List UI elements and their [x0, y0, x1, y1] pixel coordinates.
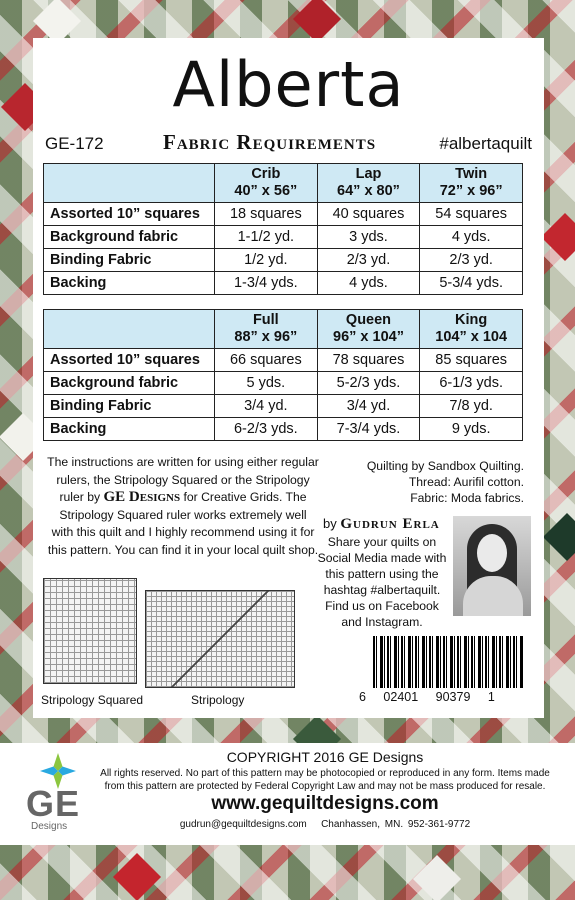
- logo-subtext: Designs: [31, 821, 68, 832]
- pattern-title: Alberta: [172, 48, 405, 121]
- hashtag: #albertaquilt: [439, 134, 532, 153]
- email-link[interactable]: gudrun@gequiltdesigns.com: [179, 819, 307, 830]
- table-cell: 1/2 yd.: [215, 249, 318, 272]
- quilt-patch: [541, 213, 575, 261]
- table-cell: 54 squares: [420, 203, 523, 226]
- quilt-patch: [293, 0, 341, 43]
- table-cell: 6-1/3 yds.: [420, 372, 523, 395]
- table-corner: [44, 164, 215, 203]
- copyright: COPYRIGHT 2016 GE Designs: [226, 749, 424, 765]
- table-row: [44, 226, 523, 249]
- row-label: Background fabric: [44, 372, 215, 395]
- fabric-table-large: [43, 309, 523, 441]
- section-title: Fabric Requirements: [163, 130, 377, 154]
- table-row: [44, 418, 523, 441]
- column-header: Queen 96” x 104”: [317, 310, 420, 349]
- row-label: Binding Fabric: [44, 249, 215, 272]
- designer-name: Gudrun Erla: [340, 516, 440, 532]
- table-cell: 3/4 yd.: [215, 395, 318, 418]
- row-label: Assorted 10” squares: [44, 349, 215, 372]
- column-header: Full 88” x 96”: [215, 310, 318, 349]
- table-cell: 2/3 yd.: [317, 249, 420, 272]
- table-cell: 3/4 yd.: [317, 395, 420, 418]
- table-cell: 9 yds.: [420, 418, 523, 441]
- designer-photo: [453, 516, 531, 616]
- instructions-text: The instructions are written for using either regular rulers, the Stripology Squared or the Stripology ruler by GE Designs for Creative Grids. The Stripology Squared ruler works extremely well with this quilt and I highly recommend using it for this pattern. You can find it in your local quilt shop.: [47, 455, 319, 557]
- fabric-credit: Fabric: Moda fabrics.: [410, 491, 524, 505]
- table-cell: 85 squares: [420, 349, 523, 372]
- table-cell: 5-2/3 yds.: [317, 372, 420, 395]
- quilt-patch: [543, 513, 575, 561]
- logo-text: GE: [26, 783, 81, 824]
- byline: by Gudrun Erla: [323, 516, 440, 532]
- pattern-card: [33, 38, 544, 718]
- row-label: Backing: [44, 418, 215, 441]
- column-header: Crib 40” x 56”: [215, 164, 318, 203]
- thread-credit: Thread: Aurifil cotton.: [408, 475, 524, 489]
- table-cell: 4 yds.: [420, 226, 523, 249]
- table-cell: 2/3 yd.: [420, 249, 523, 272]
- ruler-caption: Stripology: [191, 693, 245, 707]
- stripology-ruler-image: [145, 590, 295, 688]
- table-cell: 78 squares: [317, 349, 420, 372]
- row-label: Assorted 10” squares: [44, 203, 215, 226]
- table-cell: 5-3/4 yds.: [420, 272, 523, 295]
- brand-name: GE Designs: [103, 489, 181, 505]
- table-cell: 40 squares: [317, 203, 420, 226]
- table-cell: 4 yds.: [317, 272, 420, 295]
- table-cell: 5 yds.: [215, 372, 318, 395]
- column-header: Lap 64” x 80”: [317, 164, 420, 203]
- table-cell: 7/8 yd.: [420, 395, 523, 418]
- contact-info: gudrun@gequiltdesigns.com Chanhassen, MN. 952-361-9772: [179, 819, 471, 830]
- barcode: [373, 636, 523, 688]
- table-header-row: [44, 164, 523, 203]
- table-row: [44, 395, 523, 418]
- row-label: Background fabric: [44, 226, 215, 249]
- table-cell: 1-3/4 yds.: [215, 272, 318, 295]
- share-text: Share your quilts on Social Media made with this pattern using the hashtag #albertaquilt. Find us on Facebook and Instagram.: [317, 535, 447, 629]
- column-header: Twin 72” x 96”: [420, 164, 523, 203]
- fabric-table-small: [43, 163, 523, 295]
- footer: [0, 743, 575, 845]
- credits: [324, 458, 524, 506]
- stripology-squared-ruler-image: [43, 578, 137, 684]
- ge-designs-logo: [22, 753, 92, 835]
- table-cell: 66 squares: [215, 349, 318, 372]
- column-header: King 104” x 104: [420, 310, 523, 349]
- ruler-caption: Stripology Squared: [41, 693, 144, 707]
- rights-notice: All rights reserved. No part of this pattern may be photocopied or reproduced in any form. Items made from this pattern are protected by Federal Copyright Law and may not be mass produced for resale.: [100, 768, 550, 792]
- table-row: [44, 272, 523, 295]
- barcode-number: 6 02401 90379 1: [359, 690, 495, 704]
- table-row: [44, 372, 523, 395]
- table-cell: 7-3/4 yds.: [317, 418, 420, 441]
- table-cell: 18 squares: [215, 203, 318, 226]
- pattern-code: GE-172: [45, 134, 104, 153]
- quilt-patch: [413, 855, 461, 900]
- table-row: [44, 249, 523, 272]
- website-link[interactable]: www.gequiltdesigns.com: [211, 793, 439, 814]
- table-row: [44, 349, 523, 372]
- quilting-credit: Quilting by Sandbox Quilting.: [366, 459, 524, 473]
- table-corner: [44, 310, 215, 349]
- table-cell: 6-2/3 yds.: [215, 418, 318, 441]
- table-header-row: [44, 310, 523, 349]
- quilt-patch: [113, 853, 161, 900]
- row-label: Backing: [44, 272, 215, 295]
- table-cell: 3 yds.: [317, 226, 420, 249]
- table-row: [44, 203, 523, 226]
- table-cell: 1-1/2 yd.: [215, 226, 318, 249]
- row-label: Binding Fabric: [44, 395, 215, 418]
